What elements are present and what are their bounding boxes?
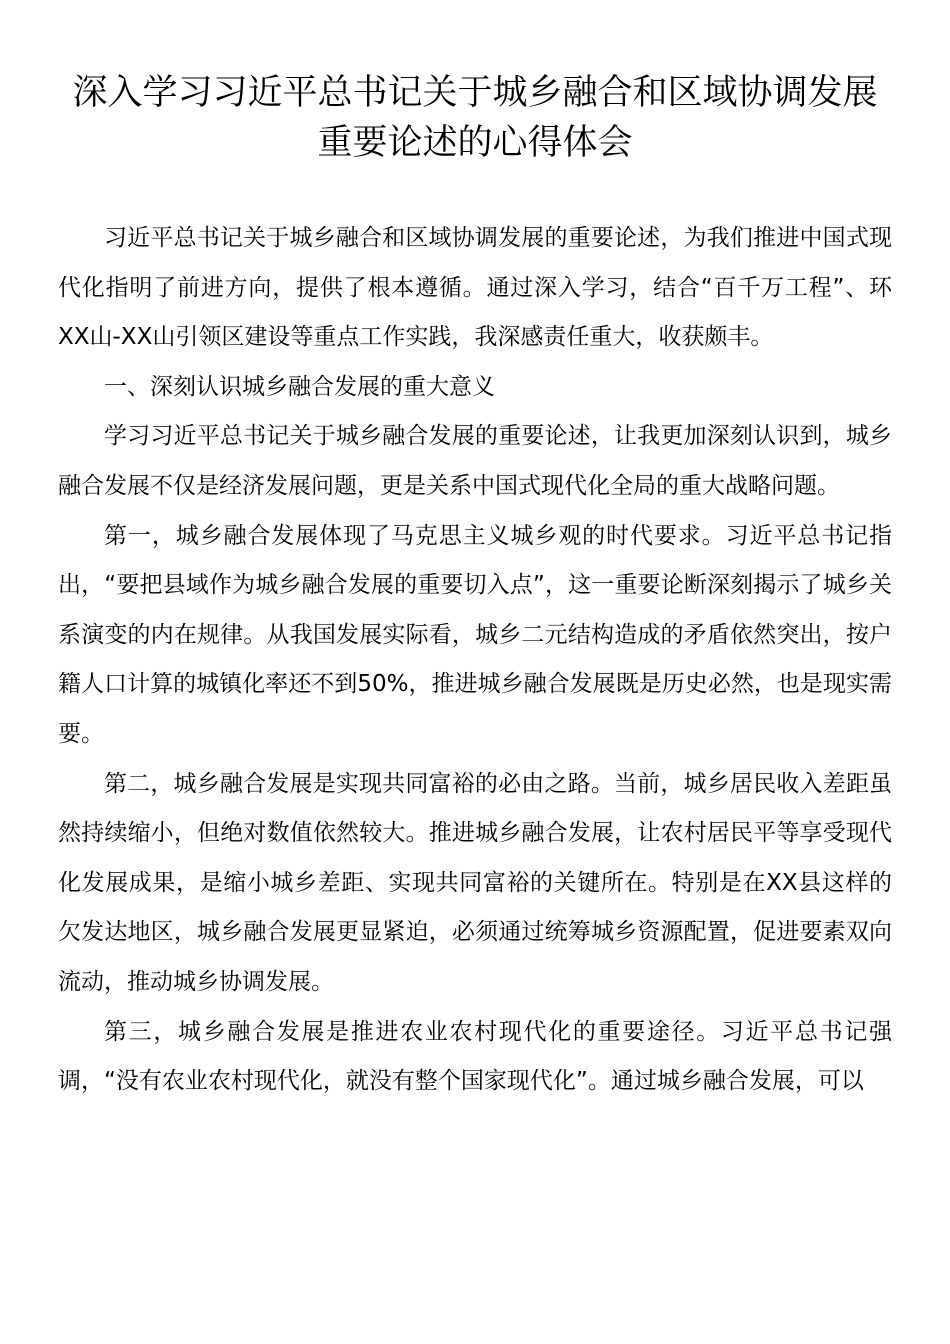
body-paragraph: 第一，城乡融合发展体现了马克思主义城乡观的时代要求。习近平总书记指出，“要把县域作为城乡融合发展的重要切入点”，这一重要论断深刻揭示了城乡关系演变的内在规律。从我国发展实际看，城乡二元结构造成的矛盾依然突出，按户籍人口计算的城镇化率还不到50%，推进城乡融合发展既是历史必然，也是现实需要。 xyxy=(58,522,892,747)
body-paragraph: 第三，城乡融合发展是推进农业农村现代化的重要途径。习近平总书记强调，“没有农业农村现代化，就没有整个国家现代化”。通过城乡融合发展，可以 xyxy=(58,1018,892,1095)
body-paragraph: 学习习近平总书记关于城乡融合发展的重要论述，让我更加深刻认识到，城乡融合发展不仅是经济发展问题，更是关系中国式现代化全局的重大战略问题。 xyxy=(58,423,892,499)
document-body xyxy=(58,214,892,1107)
body-paragraph: 第二，城乡融合发展是实现共同富裕的必由之路。当前，城乡居民收入差距虽然持续缩小，但绝对数值依然较大。推进城乡融合发展，让农村居民平等享受现代化发展成果，是缩小城乡差距、实现共同富裕的关键所在。特别是在XX县这样的欠发达地区，城乡融合发展更显紧迫，必须通过统筹城乡资源配置，促进要素双向流动，推动城乡协调发展。 xyxy=(58,770,892,995)
document-title xyxy=(40,68,910,168)
section-heading: 一、深刻认识城乡融合发展的重大意义 xyxy=(104,373,495,400)
title-line-1: 深入学习习近平总书记关于城乡融合和区域协调发展 xyxy=(72,73,878,113)
title-line-2: 重要论述的心得体会 xyxy=(317,123,633,163)
intro-paragraph: 习近平总书记关于城乡融合和区域协调发展的重要论述，为我们推进中国式现代化指明了前进方向，提供了根本遵循。通过深入学习，结合“百千万工程”、环XX山-XX山引领区建设等重点工作实践，我深感责任重大，收获颇丰。 xyxy=(58,225,892,351)
